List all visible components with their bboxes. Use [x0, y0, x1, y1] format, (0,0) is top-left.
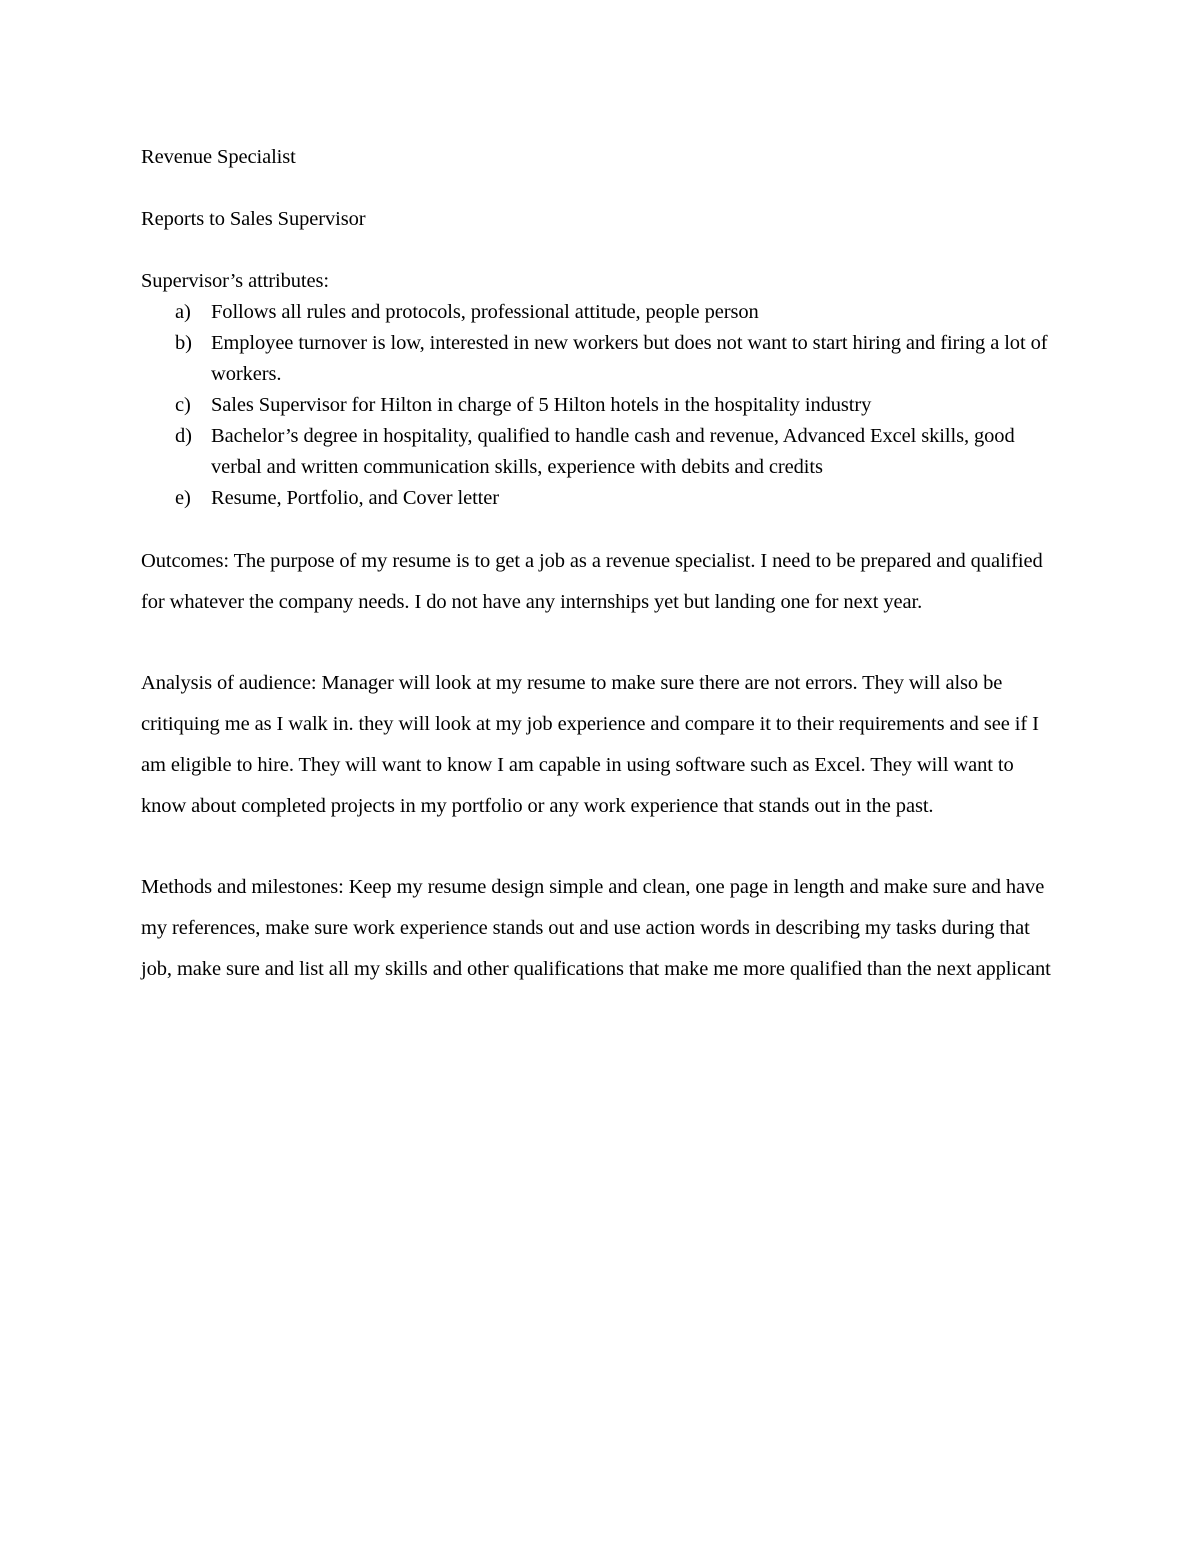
attributes-list: [141, 297, 1061, 514]
list-marker: a): [175, 301, 191, 323]
audience-analysis-paragraph: Analysis of audience: Manager will look at my resume to make sure there are not errors. They will also be critiquing me as I walk in. they will look at my job experience and compare it to their requirements and see if I am eligible to hire. They will want to know I am capable in using software such as Excel. They will want to know about completed projects in my portfolio or any work experience that stands out in the past.: [141, 672, 1039, 817]
document-body: [141, 142, 1061, 990]
attribute-item-b: [141, 328, 1061, 390]
document-title: Revenue Specialist: [141, 146, 296, 168]
attribute-item-a: [141, 297, 1061, 328]
outcomes-paragraph: Outcomes: The purpose of my resume is to get a job as a revenue specialist. I need to be prepared and qualified for whatever the company needs. I do not have any internships yet but landing one for next year.: [141, 550, 1043, 613]
list-marker: c): [175, 394, 191, 416]
list-marker: b): [175, 332, 192, 354]
attribute-text: Bachelor’s degree in hospitality, qualified to handle cash and revenue, Advanced Excel skills, good verbal and written communication skills, experience with debits and credits: [211, 425, 1015, 478]
attribute-text: Resume, Portfolio, and Cover letter: [211, 487, 499, 509]
methods-milestones-paragraph: Methods and milestones: Keep my resume design simple and clean, one page in length and make sure and have my references, make sure work experience stands out and use action words in describing my tasks during that job, make sure and list all my skills and other qualifications that make me more qualified than the next applicant: [141, 876, 1051, 980]
attribute-text: Sales Supervisor for Hilton in charge of 5 Hilton hotels in the hospitality industry: [211, 394, 872, 416]
attributes-heading: Supervisor’s attributes:: [141, 270, 329, 292]
attribute-item-d: [141, 421, 1061, 483]
reports-to-line: Reports to Sales Supervisor: [141, 208, 366, 230]
list-marker: d): [175, 425, 192, 447]
attribute-item-c: [141, 390, 1061, 421]
list-marker: e): [175, 487, 191, 509]
attribute-text: Employee turnover is low, interested in new workers but does not want to start hiring and firing a lot of workers.: [211, 332, 1048, 385]
attribute-text: Follows all rules and protocols, professional attitude, people person: [211, 301, 759, 323]
attribute-item-e: [141, 483, 1061, 514]
